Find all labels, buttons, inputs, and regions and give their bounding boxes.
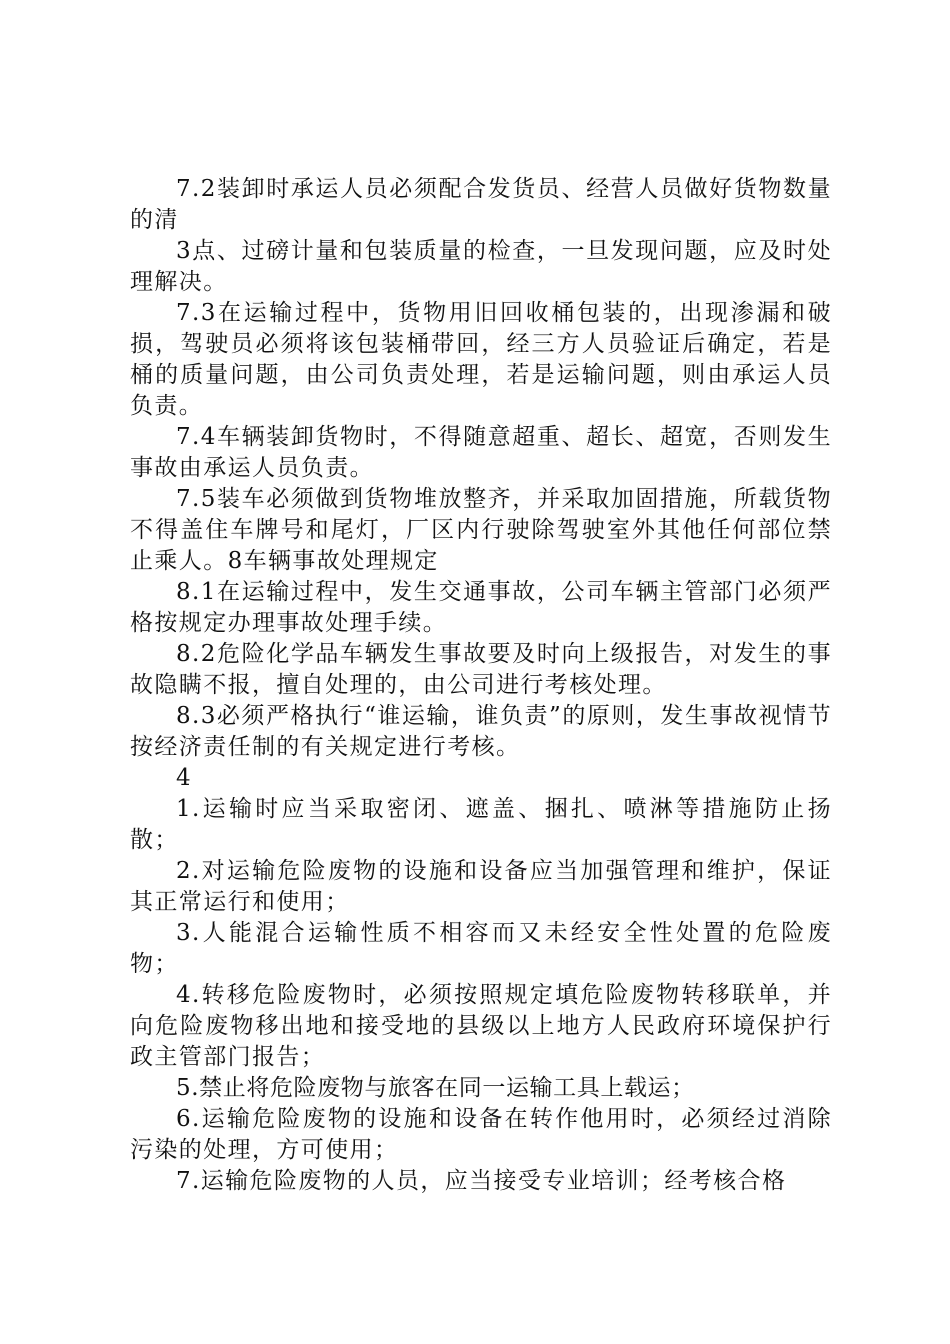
paragraph-8-1: 8.1在运输过程中，发生交通事故，公司车辆主管部门必须严格按规定办理事故处理手续。	[130, 579, 832, 636]
paragraph-7-4: 7.4车辆装卸货物时，不得随意超重、超长、超宽，否则发生事故由承运人员负责。	[130, 424, 832, 481]
paragraph-7-3: 7.3在运输过程中，货物用旧回收桶包装的，出现渗漏和破损，驾驶员必须将该包装桶带回，经三方人员验证后确定，若是桶的质量问题，由公司负责处理，若是运输问题，则由承运人员负责。	[130, 300, 832, 419]
list-item-3: 3.人能混合运输性质不相容而又未经安全性处置的危险废物；	[130, 920, 832, 977]
section-number-4: 4	[176, 765, 193, 791]
document-body	[130, 174, 832, 1197]
list-item-5: 5.禁止将危险废物与旅客在同一运输工具上载运；	[176, 1075, 695, 1101]
list-item-7: 7.运输危险废物的人员，应当接受专业培训；经考核合格	[176, 1168, 787, 1194]
list-item-4: 4.转移危险废物时，必须按照规定填危险废物转移联单，并向危险废物移出地和接受地的县级以上地方人民政府环境保护行政主管部门报告；	[130, 982, 832, 1070]
paragraph-7-2-cont: 3点、过磅计量和包装质量的检查，一旦发现问题，应及时处理解决。	[130, 238, 832, 295]
paragraph-8-3: 8.3必须严格执行“谁运输，谁负责”的原则，发生事故视情节按经济责任制的有关规定进行考核。	[130, 703, 832, 760]
paragraph-7-5: 7.5装车必须做到货物堆放整齐，并采取加固措施，所载货物不得盖住车牌号和尾灯，厂区内行驶除驾驶室外其他任何部位禁止乘人。8车辆事故处理规定	[130, 486, 832, 574]
paragraph-8-2: 8.2危险化学品车辆发生事故要及时向上级报告，对发生的事故隐瞒不报，擅自处理的，由公司进行考核处理。	[130, 641, 832, 698]
paragraph-7-2: 7.2装卸时承运人员必须配合发货员、经营人员做好货物数量的清	[130, 176, 832, 233]
list-item-1: 1.运输时应当采取密闭、遮盖、捆扎、喷淋等措施防止扬散；	[130, 796, 832, 853]
list-item-2: 2.对运输危险废物的设施和设备应当加强管理和维护，保证其正常运行和使用；	[130, 858, 832, 915]
list-item-6: 6.运输危险废物的设施和设备在转作他用时，必须经过消除污染的处理，方可使用；	[130, 1106, 832, 1163]
